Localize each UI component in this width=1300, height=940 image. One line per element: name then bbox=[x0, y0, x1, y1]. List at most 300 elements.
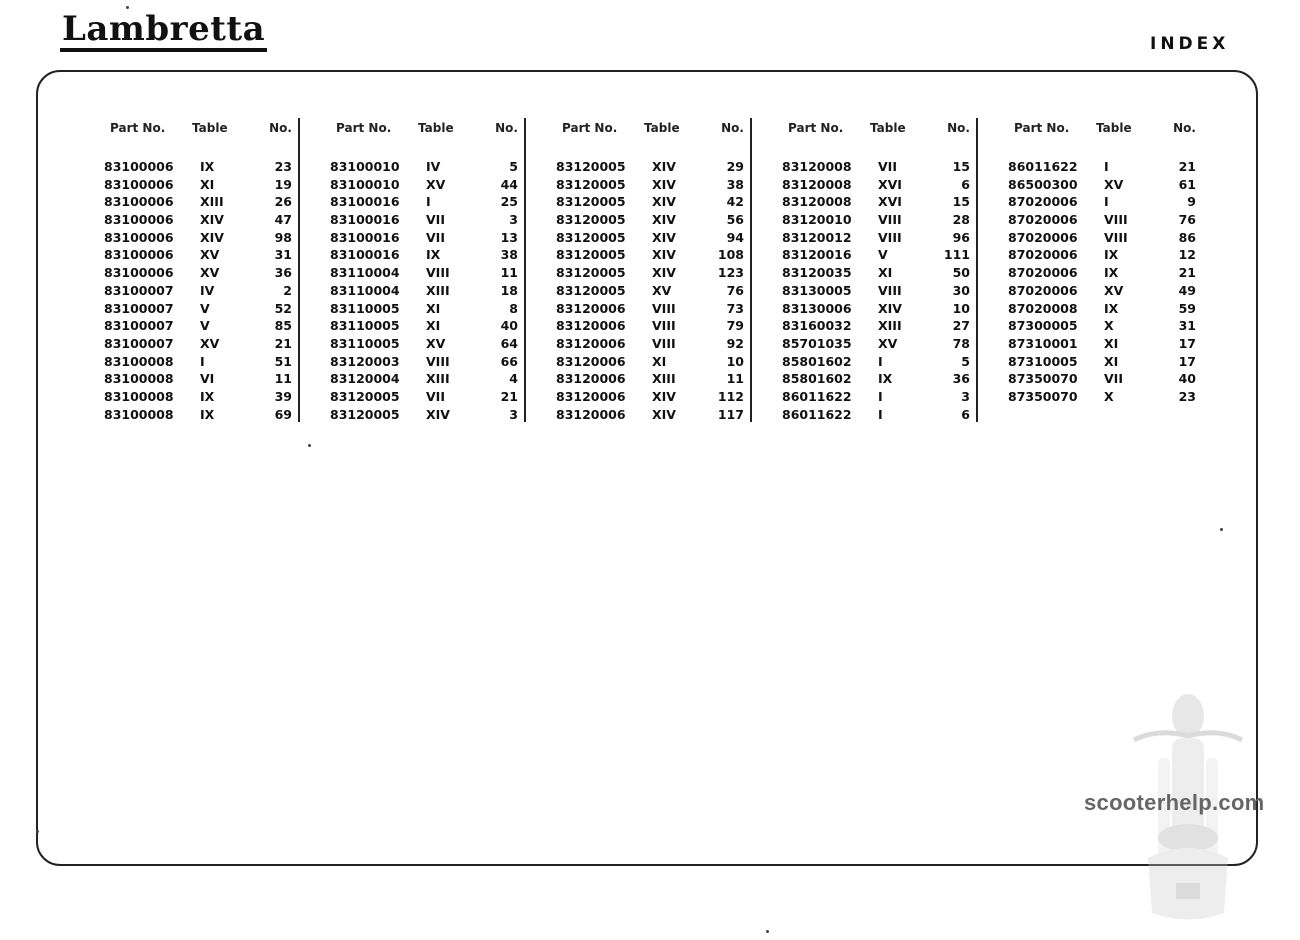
table-row bbox=[778, 335, 976, 353]
table-row bbox=[326, 264, 524, 282]
table-row bbox=[552, 282, 750, 300]
item-number: 29 bbox=[726, 159, 744, 174]
table-row bbox=[1004, 158, 1204, 176]
table-row bbox=[326, 300, 524, 318]
item-number: 38 bbox=[726, 176, 744, 192]
column-header-row bbox=[552, 118, 750, 138]
item-number: 3 bbox=[509, 212, 518, 228]
table-row bbox=[1004, 317, 1204, 335]
item-number: 6 bbox=[961, 406, 970, 422]
table-row bbox=[552, 264, 750, 282]
table-row bbox=[100, 370, 298, 388]
part-number: 83110005 bbox=[330, 318, 400, 334]
part-number: 83100006 bbox=[104, 247, 174, 263]
part-number: 83100010 bbox=[330, 159, 400, 174]
item-number: 36 bbox=[274, 265, 292, 281]
brand-logo: Lambretta bbox=[60, 12, 267, 52]
table-row bbox=[100, 406, 298, 424]
header-no: No. bbox=[947, 121, 970, 135]
part-number: 87350070 bbox=[1008, 388, 1078, 404]
table-number: XIV bbox=[652, 194, 676, 210]
item-number: 23 bbox=[1178, 388, 1196, 404]
column-header-row bbox=[778, 118, 976, 138]
column-header-row bbox=[100, 118, 298, 138]
table-row bbox=[552, 300, 750, 318]
item-number: 98 bbox=[274, 229, 292, 245]
table-row bbox=[100, 353, 298, 371]
table-row bbox=[778, 300, 976, 318]
table-row bbox=[552, 370, 750, 388]
table-number: I bbox=[1104, 194, 1109, 210]
item-number: 79 bbox=[726, 318, 744, 334]
table-row bbox=[552, 246, 750, 264]
table-row bbox=[326, 211, 524, 229]
table-number: XV bbox=[426, 176, 446, 192]
item-number: 8 bbox=[509, 300, 518, 316]
item-number: 30 bbox=[952, 282, 970, 298]
table-number: XIV bbox=[200, 212, 224, 228]
column-header-row bbox=[1004, 118, 1204, 138]
item-number: 86 bbox=[1178, 229, 1196, 245]
table-number: XIV bbox=[878, 300, 902, 316]
table-row bbox=[100, 176, 298, 194]
item-number: 11 bbox=[500, 265, 518, 281]
part-number: 83100006 bbox=[104, 176, 174, 192]
part-number: 83100006 bbox=[104, 229, 174, 245]
table-row bbox=[326, 229, 524, 247]
table-row bbox=[1004, 282, 1204, 300]
table-number: X bbox=[1104, 388, 1114, 404]
part-number: 87020006 bbox=[1008, 282, 1078, 298]
item-number: 92 bbox=[726, 335, 744, 351]
item-number: 21 bbox=[500, 388, 518, 404]
table-number: VIII bbox=[652, 335, 676, 351]
header-table: Table bbox=[644, 121, 680, 135]
header-table: Table bbox=[192, 121, 228, 135]
table-number: I bbox=[878, 388, 883, 404]
part-number: 83160032 bbox=[782, 318, 852, 334]
part-number: 87020006 bbox=[1008, 194, 1078, 210]
table-row bbox=[326, 282, 524, 300]
header-no: No. bbox=[495, 121, 518, 135]
table-number: IX bbox=[200, 406, 215, 422]
table-number: I bbox=[1104, 159, 1109, 174]
table-row bbox=[1004, 300, 1204, 318]
part-number: 83120010 bbox=[782, 212, 852, 228]
table-row bbox=[552, 193, 750, 211]
table-number: IX bbox=[200, 388, 215, 404]
part-number: 83100008 bbox=[104, 406, 174, 422]
table-number: VIII bbox=[1104, 212, 1128, 228]
table-number: V bbox=[200, 318, 210, 334]
part-number: 83100007 bbox=[104, 318, 174, 334]
table-number: XV bbox=[1104, 176, 1124, 192]
part-number: 87020006 bbox=[1008, 265, 1078, 281]
item-number: 112 bbox=[717, 388, 744, 404]
table-number: XVI bbox=[878, 176, 902, 192]
item-number: 59 bbox=[1178, 300, 1196, 316]
item-number: 4 bbox=[509, 371, 518, 387]
table-row bbox=[326, 246, 524, 264]
table-row bbox=[326, 406, 524, 424]
part-number: 83120006 bbox=[556, 388, 626, 404]
table-row bbox=[778, 370, 976, 388]
part-number: 83120006 bbox=[556, 318, 626, 334]
part-number: 83100016 bbox=[330, 212, 400, 228]
item-number: 96 bbox=[952, 229, 970, 245]
table-number: VII bbox=[1104, 371, 1123, 387]
table-row bbox=[326, 370, 524, 388]
part-number: 83110004 bbox=[330, 265, 400, 281]
table-row bbox=[1004, 246, 1204, 264]
table-number: I bbox=[426, 194, 431, 210]
table-number: XIV bbox=[652, 229, 676, 245]
item-number: 73 bbox=[726, 300, 744, 316]
table-row bbox=[552, 335, 750, 353]
watermark-text: scooterhelp.com bbox=[1084, 790, 1265, 815]
item-number: 51 bbox=[274, 353, 292, 369]
table-row bbox=[778, 246, 976, 264]
part-number: 83120008 bbox=[782, 159, 852, 174]
table-row bbox=[1004, 193, 1204, 211]
table-row bbox=[100, 158, 298, 176]
table-number: IX bbox=[1104, 300, 1119, 316]
part-number: 83110005 bbox=[330, 335, 400, 351]
header-no: No. bbox=[721, 121, 744, 135]
header-no: No. bbox=[1173, 121, 1196, 135]
part-number: 83100008 bbox=[104, 388, 174, 404]
item-number: 17 bbox=[1178, 335, 1196, 351]
table-number: IX bbox=[200, 159, 215, 174]
item-number: 31 bbox=[274, 247, 292, 263]
part-number: 83120035 bbox=[782, 265, 852, 281]
item-number: 19 bbox=[274, 176, 292, 192]
item-number: 123 bbox=[717, 265, 744, 281]
table-number: I bbox=[878, 406, 883, 422]
index-column bbox=[778, 118, 978, 422]
part-number: 83120005 bbox=[556, 194, 626, 210]
item-number: 50 bbox=[952, 265, 970, 281]
table-row bbox=[100, 388, 298, 406]
part-number: 83120006 bbox=[556, 335, 626, 351]
part-number: 83120012 bbox=[782, 229, 852, 245]
part-number: 87020008 bbox=[1008, 300, 1078, 316]
table-number: VIII bbox=[652, 300, 676, 316]
index-column bbox=[552, 118, 752, 422]
table-number: XIV bbox=[652, 176, 676, 192]
table-number: XIV bbox=[652, 388, 676, 404]
table-row bbox=[552, 229, 750, 247]
table-number: XV bbox=[200, 265, 220, 281]
item-number: 10 bbox=[726, 353, 744, 369]
index-column bbox=[100, 118, 300, 422]
item-number: 3 bbox=[509, 406, 518, 422]
item-number: 36 bbox=[952, 371, 970, 387]
header-table: Table bbox=[1096, 121, 1132, 135]
table-row bbox=[326, 176, 524, 194]
part-number: 83120006 bbox=[556, 300, 626, 316]
table-number: XIV bbox=[652, 212, 676, 228]
table-row bbox=[100, 211, 298, 229]
part-number: 85801602 bbox=[782, 371, 852, 387]
part-number: 83120005 bbox=[556, 212, 626, 228]
item-number: 117 bbox=[717, 406, 744, 422]
table-number: XI bbox=[1104, 353, 1119, 369]
table-number: V bbox=[878, 247, 888, 263]
header-table: Table bbox=[418, 121, 454, 135]
item-number: 5 bbox=[509, 159, 518, 174]
table-row bbox=[100, 300, 298, 318]
part-number: 83120006 bbox=[556, 371, 626, 387]
table-row bbox=[552, 317, 750, 335]
item-number: 3 bbox=[961, 388, 970, 404]
item-number: 47 bbox=[274, 212, 292, 228]
table-number: XIII bbox=[426, 282, 450, 298]
table-number: XIII bbox=[426, 371, 450, 387]
table-row bbox=[552, 353, 750, 371]
table-number: VII bbox=[426, 388, 445, 404]
table-row bbox=[326, 158, 524, 176]
table-number: XIV bbox=[200, 229, 224, 245]
part-number: 87300005 bbox=[1008, 318, 1078, 334]
item-number: 44 bbox=[500, 176, 518, 192]
item-number: 39 bbox=[274, 388, 292, 404]
part-number: 83120006 bbox=[556, 406, 626, 422]
table-row bbox=[100, 246, 298, 264]
table-number: XI bbox=[200, 176, 215, 192]
item-number: 64 bbox=[500, 335, 518, 351]
header-part-no: Part No. bbox=[1014, 121, 1070, 135]
table-number: XI bbox=[1104, 335, 1119, 351]
table-number: VI bbox=[200, 371, 215, 387]
item-number: 42 bbox=[726, 194, 744, 210]
table-row bbox=[1004, 229, 1204, 247]
table-number: XIV bbox=[652, 159, 676, 174]
part-number: 83100006 bbox=[104, 212, 174, 228]
table-number: I bbox=[200, 353, 205, 369]
part-number: 83100007 bbox=[104, 335, 174, 351]
item-number: 11 bbox=[274, 371, 292, 387]
table-number: XIII bbox=[200, 194, 224, 210]
table-row bbox=[100, 193, 298, 211]
item-number: 78 bbox=[952, 335, 970, 351]
table-number: IX bbox=[1104, 265, 1119, 281]
part-number: 83100006 bbox=[104, 265, 174, 281]
table-number: XIII bbox=[652, 371, 676, 387]
column-header-row bbox=[326, 118, 524, 138]
part-number: 83100016 bbox=[330, 194, 400, 210]
item-number: 61 bbox=[1178, 176, 1196, 192]
item-number: 40 bbox=[500, 318, 518, 334]
index-table bbox=[100, 118, 1210, 428]
table-number: XI bbox=[878, 265, 893, 281]
table-row bbox=[552, 158, 750, 176]
part-number: 83110005 bbox=[330, 300, 400, 316]
part-number: 83100007 bbox=[104, 282, 174, 298]
item-number: 49 bbox=[1178, 282, 1196, 298]
table-row bbox=[326, 193, 524, 211]
table-number: XIV bbox=[652, 247, 676, 263]
header-no: No. bbox=[269, 121, 292, 135]
part-number: 87310005 bbox=[1008, 353, 1078, 369]
header-part-no: Part No. bbox=[336, 121, 392, 135]
item-number: 69 bbox=[274, 406, 292, 422]
table-number: XVI bbox=[878, 194, 902, 210]
header-part-no: Part No. bbox=[110, 121, 166, 135]
table-number: XI bbox=[652, 353, 667, 369]
table-number: XIV bbox=[652, 406, 676, 422]
part-number: 83120003 bbox=[330, 353, 400, 369]
table-number: XV bbox=[878, 335, 898, 351]
part-number: 83120004 bbox=[330, 371, 400, 387]
item-number: 15 bbox=[952, 194, 970, 210]
part-number: 83120005 bbox=[556, 265, 626, 281]
header-table: Table bbox=[870, 121, 906, 135]
table-row bbox=[100, 229, 298, 247]
table-number: VIII bbox=[652, 318, 676, 334]
table-row bbox=[100, 335, 298, 353]
index-column bbox=[1004, 118, 1204, 422]
table-number: XV bbox=[1104, 282, 1124, 298]
table-row bbox=[1004, 211, 1204, 229]
item-number: 94 bbox=[726, 229, 744, 245]
part-number: 85801602 bbox=[782, 353, 852, 369]
table-row bbox=[552, 176, 750, 194]
table-number: I bbox=[878, 353, 883, 369]
part-number: 83120005 bbox=[556, 159, 626, 174]
table-number: XI bbox=[426, 318, 441, 334]
item-number: 2 bbox=[283, 282, 292, 298]
table-number: VII bbox=[878, 159, 897, 174]
table-number: VIII bbox=[878, 282, 902, 298]
table-row bbox=[1004, 370, 1204, 388]
item-number: 111 bbox=[943, 247, 970, 263]
index-column bbox=[326, 118, 526, 422]
part-number: 83100007 bbox=[104, 300, 174, 316]
item-number: 23 bbox=[274, 159, 292, 174]
part-number: 83100016 bbox=[330, 247, 400, 263]
item-number: 66 bbox=[500, 353, 518, 369]
table-number: XIV bbox=[426, 406, 450, 422]
part-number: 87350070 bbox=[1008, 371, 1078, 387]
table-number: IX bbox=[878, 371, 893, 387]
item-number: 40 bbox=[1178, 371, 1196, 387]
item-number: 21 bbox=[1178, 159, 1196, 174]
table-number: X bbox=[1104, 318, 1114, 334]
table-row bbox=[778, 229, 976, 247]
table-number: IV bbox=[426, 159, 441, 174]
table-row bbox=[326, 317, 524, 335]
table-number: VIII bbox=[878, 212, 902, 228]
table-row bbox=[552, 406, 750, 424]
table-number: VII bbox=[426, 212, 445, 228]
table-row bbox=[1004, 388, 1204, 406]
table-number: VIII bbox=[1104, 229, 1128, 245]
part-number: 83100010 bbox=[330, 176, 400, 192]
part-number: 83120016 bbox=[782, 247, 852, 263]
item-number: 13 bbox=[500, 229, 518, 245]
table-number: XIV bbox=[652, 265, 676, 281]
part-number: 83100006 bbox=[104, 194, 174, 210]
part-number: 83100008 bbox=[104, 353, 174, 369]
part-number: 83120005 bbox=[556, 176, 626, 192]
table-number: IX bbox=[1104, 247, 1119, 263]
item-number: 27 bbox=[952, 318, 970, 334]
table-row bbox=[778, 388, 976, 406]
part-number: 86011622 bbox=[782, 406, 852, 422]
item-number: 10 bbox=[952, 300, 970, 316]
table-number: VII bbox=[426, 229, 445, 245]
table-row bbox=[778, 282, 976, 300]
part-number: 83120005 bbox=[556, 282, 626, 298]
table-number: IV bbox=[200, 282, 215, 298]
item-number: 21 bbox=[1178, 265, 1196, 281]
table-row bbox=[778, 264, 976, 282]
part-number: 86500300 bbox=[1008, 176, 1078, 192]
table-row bbox=[326, 388, 524, 406]
item-number: 12 bbox=[1178, 247, 1196, 263]
item-number: 28 bbox=[952, 212, 970, 228]
table-number: VIII bbox=[878, 229, 902, 245]
table-row bbox=[1004, 176, 1204, 194]
part-number: 83120005 bbox=[330, 406, 400, 422]
part-number: 83120006 bbox=[556, 353, 626, 369]
table-row bbox=[100, 317, 298, 335]
item-number: 52 bbox=[274, 300, 292, 316]
part-number: 83120005 bbox=[556, 247, 626, 263]
item-number: 85 bbox=[274, 318, 292, 334]
part-number: 83120008 bbox=[782, 194, 852, 210]
table-number: VIII bbox=[426, 265, 450, 281]
table-number: V bbox=[200, 300, 210, 316]
item-number: 5 bbox=[961, 353, 970, 369]
item-number: 25 bbox=[500, 194, 518, 210]
table-row bbox=[1004, 353, 1204, 371]
table-row bbox=[778, 211, 976, 229]
part-number: 83100008 bbox=[104, 371, 174, 387]
item-number: 18 bbox=[500, 282, 518, 298]
part-number: 83130006 bbox=[782, 300, 852, 316]
part-number: 83120005 bbox=[330, 388, 400, 404]
part-number: 87310001 bbox=[1008, 335, 1078, 351]
table-row bbox=[778, 406, 976, 424]
part-number: 86011622 bbox=[1008, 159, 1078, 174]
part-number: 87020006 bbox=[1008, 212, 1078, 228]
table-number: XIII bbox=[878, 318, 902, 334]
part-number: 87020006 bbox=[1008, 229, 1078, 245]
item-number: 76 bbox=[726, 282, 744, 298]
table-row bbox=[100, 264, 298, 282]
part-number: 87020006 bbox=[1008, 247, 1078, 263]
header-part-no: Part No. bbox=[788, 121, 844, 135]
table-row bbox=[552, 388, 750, 406]
table-row bbox=[778, 353, 976, 371]
part-number: 83130005 bbox=[782, 282, 852, 298]
header-part-no: Part No. bbox=[562, 121, 618, 135]
table-row bbox=[326, 353, 524, 371]
table-row bbox=[778, 176, 976, 194]
part-number: 83100006 bbox=[104, 159, 174, 174]
table-number: IX bbox=[426, 247, 441, 263]
table-number: XV bbox=[200, 247, 220, 263]
item-number: 9 bbox=[1187, 194, 1196, 210]
table-row bbox=[100, 282, 298, 300]
table-number: XV bbox=[652, 282, 672, 298]
table-row bbox=[778, 317, 976, 335]
part-number: 85701035 bbox=[782, 335, 852, 351]
item-number: 108 bbox=[717, 247, 744, 263]
part-number: 83110004 bbox=[330, 282, 400, 298]
